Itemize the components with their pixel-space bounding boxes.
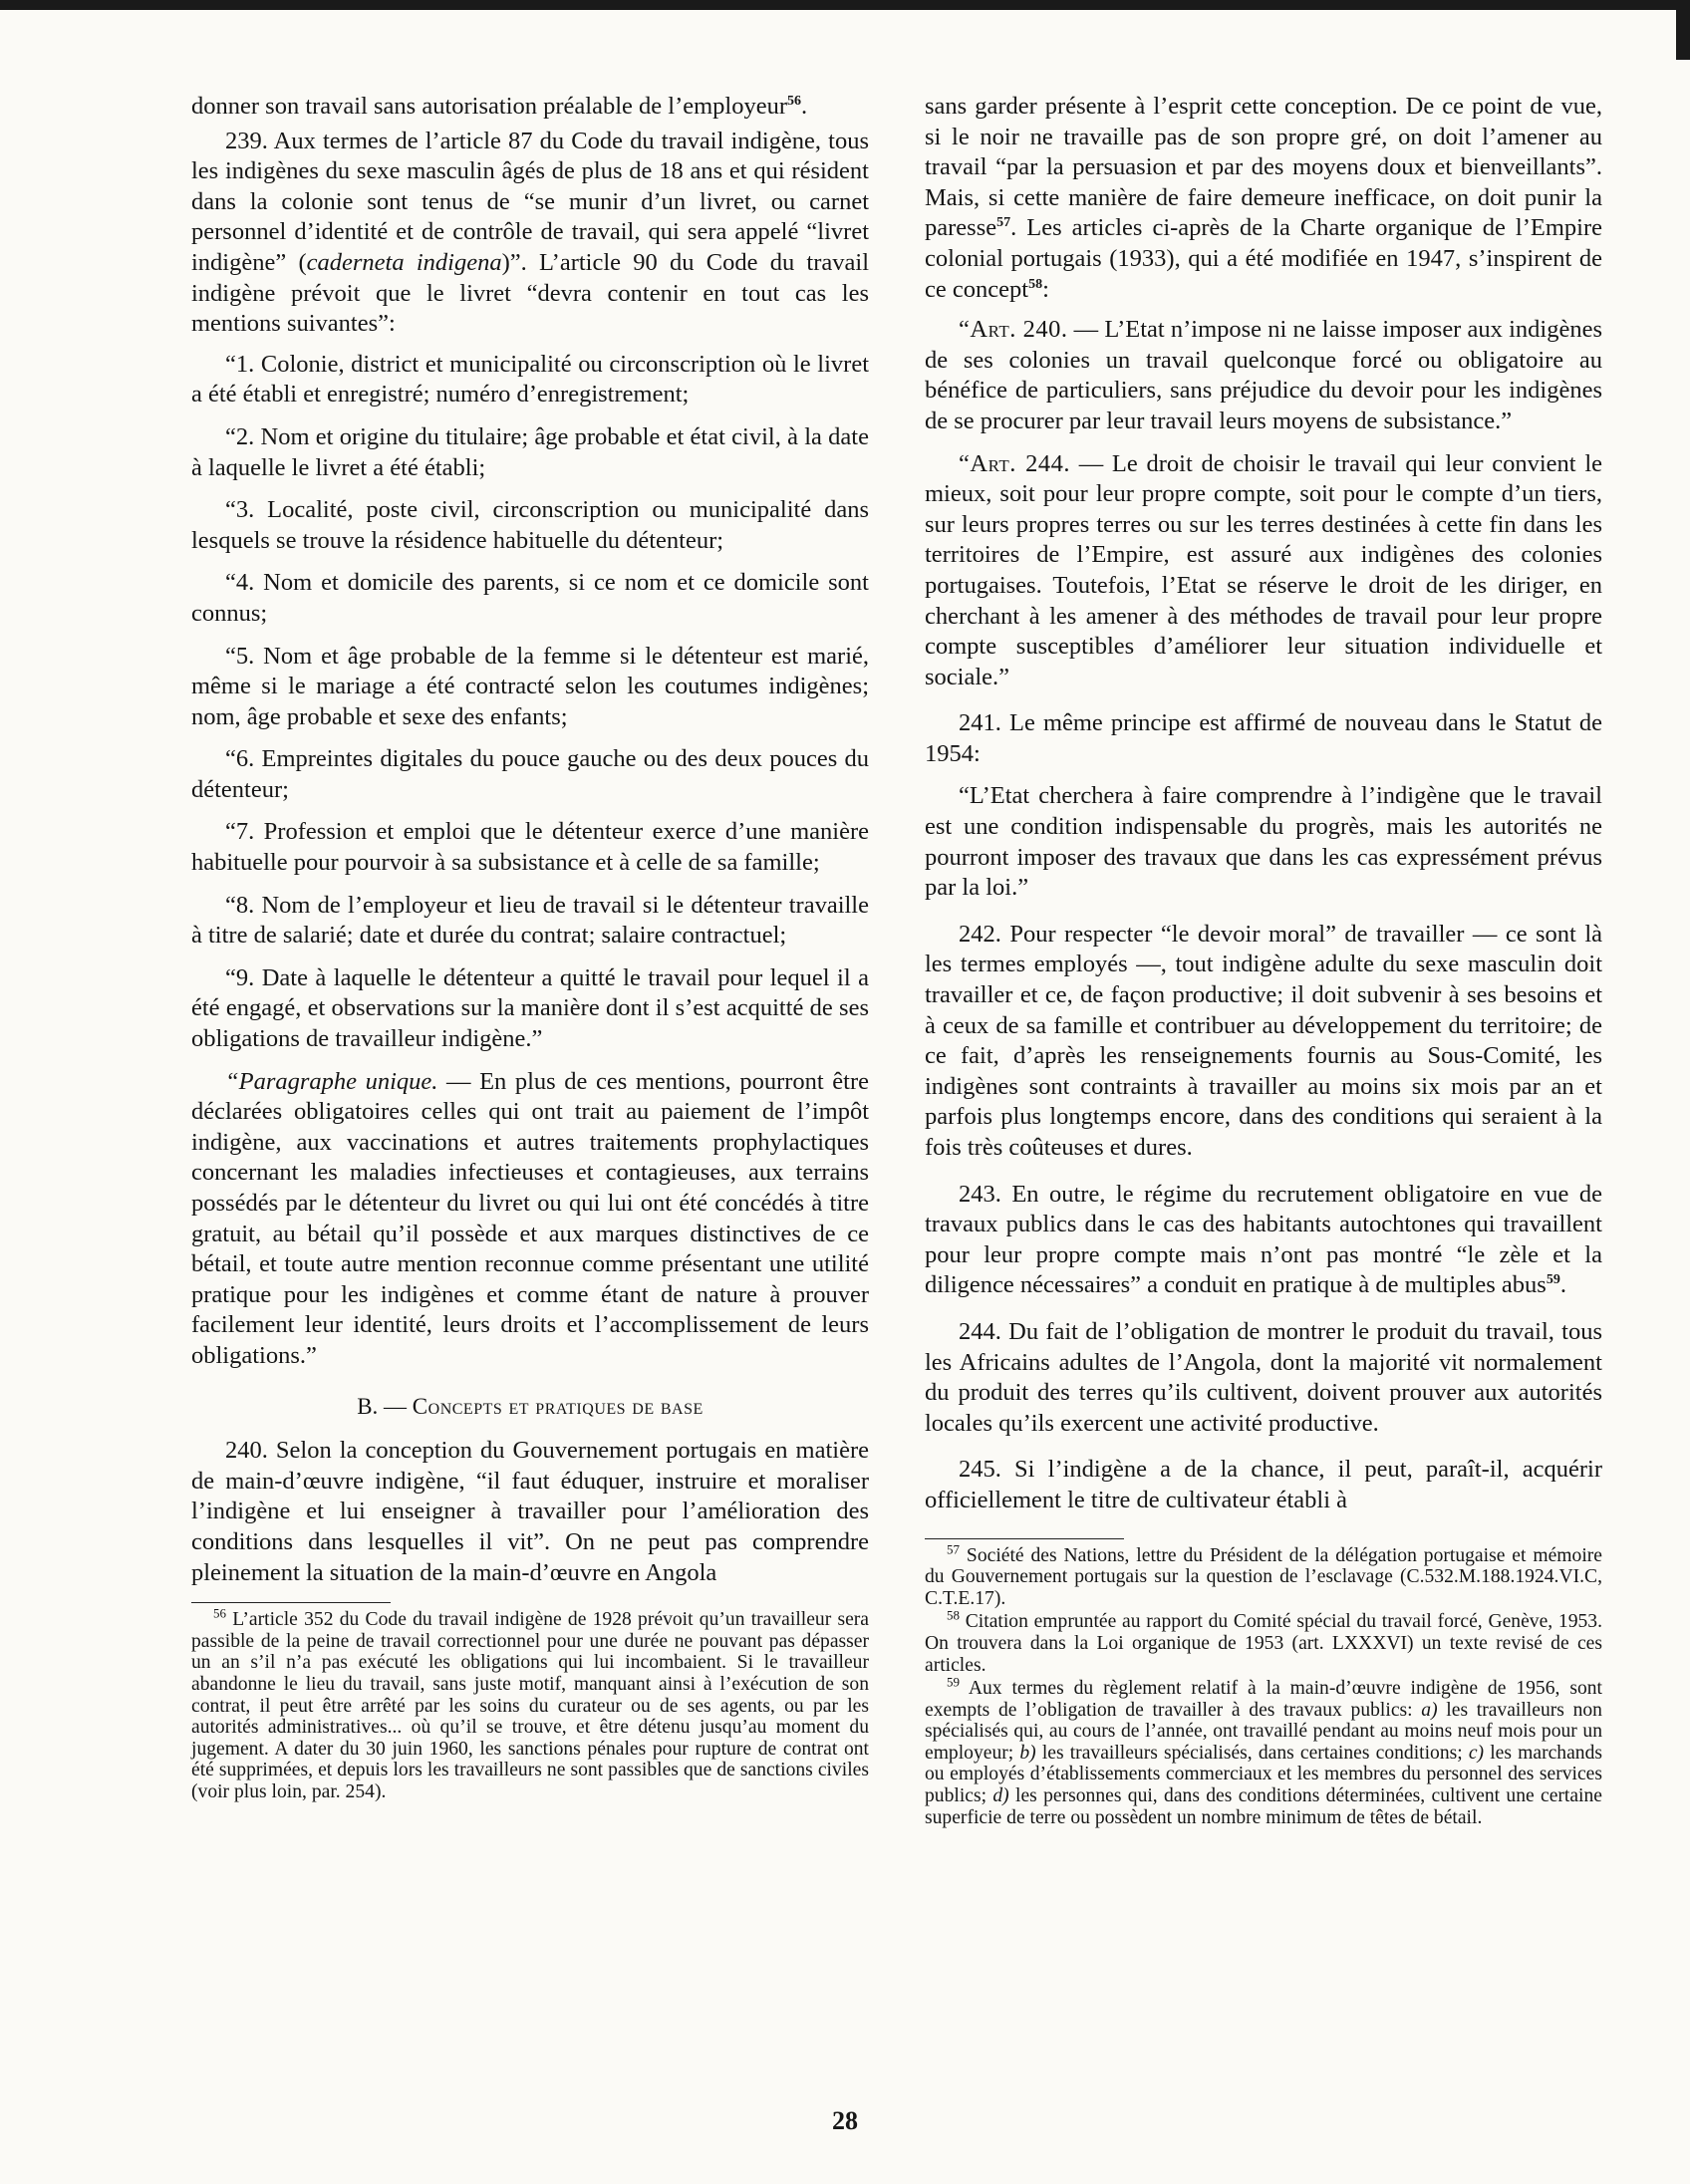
- footnote-ref-58: 58: [1028, 276, 1043, 292]
- paragraph-continued-right: sans garder présente à l’esprit cette conception. De ce point de vue, si le noir ne travaille pas de son propre gré, on doit l’amener au travail “par la persuasion et par des moyens doux et bienveillants”. Mais, si cette manière de faire demeure inefficace, on doit punir la paresse$^{57}$. Les articles ci-après de la Charte organique de l’Empire colonial portugais (1933), qui a été modifiée en 1947, s’inspirent de ce concept$^{58}$:: [925, 93, 1602, 303]
- footnote-59: $^{59}$ Aux termes du règlement relatif à la main-d’œuvre indigène de 1956, sont exempts de l’obligation de travailler à des travaux publics: a) les travailleurs non spécialisés qui, au cours de l’année, ont travaillé pendant au moins neuf mois pour un employeur; b) les travailleurs spécialisés, dans certaines conditions; c) les marchands ou employés d’établissements commerciaux et les membres du personnel des services publics; d) les personnes qui, dans des conditions déterminées, cultivent une certaine superficie de terre ou possèdent un nombre minimum de têtes de bétail.: [925, 1674, 1602, 1828]
- footnote-ref-57: 57: [996, 215, 1011, 231]
- scan-edge-right: [1676, 0, 1690, 60]
- paragraph-245: 245. Si l’indigène a de la chance, il peut, paraît-il, acquérir officiellement le titre de cultivateur établi à: [925, 1456, 1602, 1513]
- paragraph-244: 244. Du fait de l’obligation de montrer le produit du travail, tous les Africains adultes de l’Angola, dont la majorité vit normalement du produit des terres qu’ils cultivent, doivent prouver aux autorités locales qu’ils exercent une activité productive.: [925, 1317, 1602, 1437]
- scan-edge-top: [0, 0, 1690, 10]
- quote-item-4: “4. Nom et domicile des parents, si ce nom et ce domicile sont connus;: [191, 569, 869, 627]
- paragraph-241: 241. Le même principe est affirmé de nouveau dans le Statut de 1954:: [925, 709, 1602, 767]
- paragraph-240: 240. Selon la conception du Gouvernement portugais en matière de main-d’œuvre indigène, “il faut éduquer, instruire et moraliser l’indigène et lui enseigner à travailler pour l’amélioration des conditions dans lesquelles il vit”. On ne peut pas comprendre pleinement la situation de la main-d’œuvre en Angola: [191, 1437, 869, 1586]
- quote-item-7: “7. Profession et emploi que le détenteur exerce d’une manière habituelle pour pourvoir à sa subsistance et à celle de sa famille;: [191, 818, 869, 877]
- right-column: [925, 92, 1602, 1828]
- quote-item-5: “5. Nom et âge probable de la femme si le détenteur est marié, même si le mariage a été contracté selon les coutumes indigènes; nom, âge probable et sexe des enfants;: [191, 642, 869, 730]
- footnote-57: $^{57}$ Société des Nations, lettre du Président de la délégation portugaise et mémoire du Gouvernement portugais sur la question de l’esclavage (C.532.M.188.1924.VI.C, C.T.E.17).: [925, 1541, 1602, 1609]
- footnote-56: $^{56}$ L’article 352 du Code du travail indigène de 1928 prévoit qu’un travailleur sera passible de la peine de travail correctionnel pour une durée ne pouvant pas dépasser un an s’il n’a pas exécuté les obligations qui lui incombaient. Si le travailleur abandonne le lieu du travail, sans juste motif, manquant ainsi à l’exécution de son contrat, il peut être arrêté par les soins du curateur ou de ses agents, ou par les autorités administratives... où qu’il se trouve, et être détenu jusqu’au moment du jugement. A dater du 30 juin 1960, les sanctions pénales pour rupture de contrat ont été supprimées, et depuis lors les travailleurs ne sont passibles que de sanctions civiles (voir plus loin, par. 254).: [191, 1605, 869, 1802]
- section-heading: B. — Concepts et pratiques de base: [357, 1393, 704, 1419]
- paragraph-243: 243. En outre, le régime du recrutement obligatoire en vue de travaux publics dans le cas des habitants autochtones qui travaillent pour leur propre compte mais n’ont pas montré “le zèle et la diligence nécessaires” a conduit en pratique à de multiples abus$^{59}$.: [925, 1180, 1602, 1299]
- footnote-rule-right: [925, 1538, 1124, 1539]
- quote-art-240: “Art. 240. — L’Etat n’impose ni ne laisse imposer aux indigènes de ses colonies un travail quelconque forcé ou obligatoire au bénéfice de particuliers, sans préjudice du devoir pour les indigènes de se procurer par leur travail leurs moyens de subsistance.”: [925, 316, 1602, 434]
- quote-item-2: “2. Nom et origine du titulaire; âge probable et état civil, à la date à laquelle le livret a été établi;: [191, 422, 869, 481]
- quote-item-1: “1. Colonie, district et municipalité ou circonscription où le livret a été établi et enregistré; numéro d’enregistrement;: [191, 350, 869, 409]
- page-number: 28: [832, 2106, 858, 2135]
- footnote-ref-59: 59: [1546, 1272, 1560, 1288]
- quote-item-9: “9. Date à laquelle le détenteur a quitté le travail pour lequel il a été engagé, et observations sur la manière dont il s’est acquitté de ses obligations de travailleur indigène.”: [191, 963, 869, 1053]
- footnote-rule: [191, 1602, 391, 1603]
- quote-statut-1954: “L’Etat cherchera à faire comprendre à l’indigène que le travail est une condition indispensable du progrès, mais les autorités ne pourront imposer des travaux que dans les cas expressément prévus par la loi.”: [925, 782, 1602, 902]
- quote-item-6: “6. Empreintes digitales du pouce gauche ou des deux pouces du détenteur;: [191, 745, 869, 803]
- quote-item-3: “3. Localité, poste civil, circonscription ou municipalité dans lesquels se trouve la résidence habituelle du détenteur;: [191, 496, 869, 554]
- left-column: [191, 92, 869, 1802]
- quote-paragraphe-unique: “Paragraphe unique. — En plus de ces mentions, pourront être déclarées obligatoires celles qui ont trait au paiement de l’impôt indigène, aux vaccinations et autres traitements prophylactiques concernant les maladies infectieuses et contagieuses, aux terrains possédés par le détenteur du livret ou qui lui ont été concédés à titre gratuit, au bétail qu’il possède et aux marques distinctives de ce bétail, et toute autre mention reconnue comme présentant une utilité pratique pour les indigènes et comme étant de nature à prouver facilement leur identité, leurs droits et l’accomplissement de leurs obligations.”: [191, 1067, 869, 1369]
- footnote-ref-56: 56: [787, 93, 802, 109]
- quote-art-244: “Art. 244. — Le droit de choisir le travail qui leur convient le mieux, soit pour leur propre compte, soit pour le compte d’un tiers, sur leurs propres terres ou sur les terres destinées à cette fin dans les territoires de l’Empire, est assuré aux indigènes des colonies portugaises. Toutefois, l’Etat se réserve le droit de les diriger, en cherchant à les amener à des méthodes de travail pour leur propre compte susceptibles d’améliorer leur situation individuelle et sociale.”: [925, 449, 1602, 690]
- footnote-58: $^{58}$ Citation empruntée au rapport du Comité spécial du travail forcé, Genève, 1953. On trouvera dans la Loi organique de 1953 (art. LXXXVI) un texte revisé de ces articles.: [925, 1607, 1602, 1676]
- paragraph-242: 242. Pour respecter “le devoir moral” de travailler — ce sont là les termes employés —, tout indigène adulte du sexe masculin doit travailler et ce, de façon productive; il doit subvenir à ses besoins et à ceux de sa famille et contribuer au développement du territoire; de ce fait, d’après les renseignements fournis au Sous-Comité, les indigènes sont contraints à travailler au moins six mois par an et parfois plus longtemps encore, dans des conditions qui seraient à la fois très coûteuses et dures.: [925, 920, 1602, 1161]
- paragraph-239: 239. Aux termes de l’article 87 du Code du travail indigène, tous les indigènes du sexe masculin âgés de plus de 18 ans et qui résident dans la colonie sont tenus de “se munir d’un livret, ou carnet personnel d’identité et de contrôle de travail, qui sera appelé “livret indigène” (caderneta indigena)”. L’article 90 du Code du travail indigène prévoit que le livret “devra contenir en tout cas les mentions suivantes”:: [191, 127, 870, 338]
- paragraph-continued: donner son travail sans autorisation préalable de l’employeur$^{56}$.: [191, 93, 808, 120]
- quote-item-8: “8. Nom de l’employeur et lieu de travail si le détenteur travaille à titre de salarié; date et durée du contrat; salaire contractuel;: [191, 891, 869, 950]
